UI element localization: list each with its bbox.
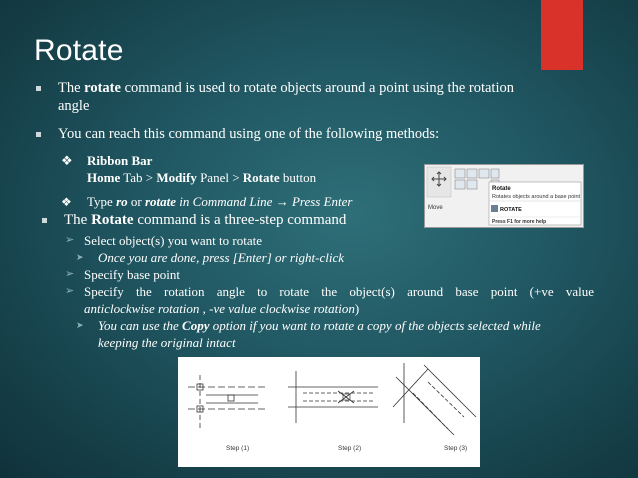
step1-label: Step (1) bbox=[226, 445, 250, 452]
step-select-objects-note: ➤ Once you are done, press [Enter] or right-click bbox=[76, 250, 344, 265]
tooltip-command: ROTATE bbox=[500, 207, 522, 213]
step2-figure bbox=[288, 371, 378, 423]
ribbon-move-label: Move bbox=[428, 205, 443, 211]
small-arrow-bullet-icon: ➤ bbox=[76, 320, 84, 330]
step-rotation-angle: ➢ Specify the rotation angle to rotate the object(s) around base point (+ve value anticlockwise rotation , -ve value clockwise rotation) bbox=[65, 284, 594, 316]
arrow-bullet-icon: ➢ bbox=[65, 285, 75, 297]
step-copy-option: ➤ You can use the Copy option if you want to rotate a copy of the objects selected while keeping the original intact bbox=[76, 318, 541, 350]
step3-figure bbox=[393, 363, 476, 435]
small-arrow-bullet-icon: ➤ bbox=[76, 252, 84, 262]
arrow-bullet-icon: ➢ bbox=[65, 234, 75, 246]
bullet-methods: You can reach this command using one of the following methods: bbox=[58, 125, 578, 143]
step3-label: Step (3) bbox=[444, 445, 468, 452]
step1-figure bbox=[188, 375, 268, 429]
tooltip-help: Press F1 for more help bbox=[492, 219, 547, 225]
bullet-three-step: The Rotate command is a three-step command bbox=[64, 212, 347, 228]
sub-bullet-type-command: ❖ Type ro or rotate in Command Line → Press Enter bbox=[61, 194, 353, 209]
diamond-bullet-icon: ❖ bbox=[61, 195, 72, 209]
slide-title: Rotate bbox=[34, 34, 124, 67]
bullet-rotate-description: The rotate command is used to rotate objects around a point using the rotation angle bbox=[58, 79, 578, 115]
rotation-steps-diagram bbox=[178, 357, 480, 467]
red-accent-bar bbox=[541, 0, 583, 70]
step-base-point: ➢ Specify base point bbox=[65, 267, 181, 282]
tooltip-title: Rotate bbox=[492, 186, 511, 192]
tooltip-description: Rotates objects around a base point bbox=[492, 194, 581, 200]
step2-label: Step (2) bbox=[338, 445, 362, 452]
sub-bullet-ribbon-bar: ❖ Ribbon Bar Home Tab > Modify Panel > Rotate button bbox=[61, 153, 317, 185]
ribbon-screenshot bbox=[424, 164, 584, 228]
ribbon-toolbar-graphic bbox=[425, 165, 583, 227]
step-select-objects: ➢ Select object(s) you want to rotate bbox=[65, 233, 262, 248]
arrow-bullet-icon: ➢ bbox=[65, 268, 75, 280]
diamond-bullet-icon: ❖ bbox=[61, 153, 73, 168]
